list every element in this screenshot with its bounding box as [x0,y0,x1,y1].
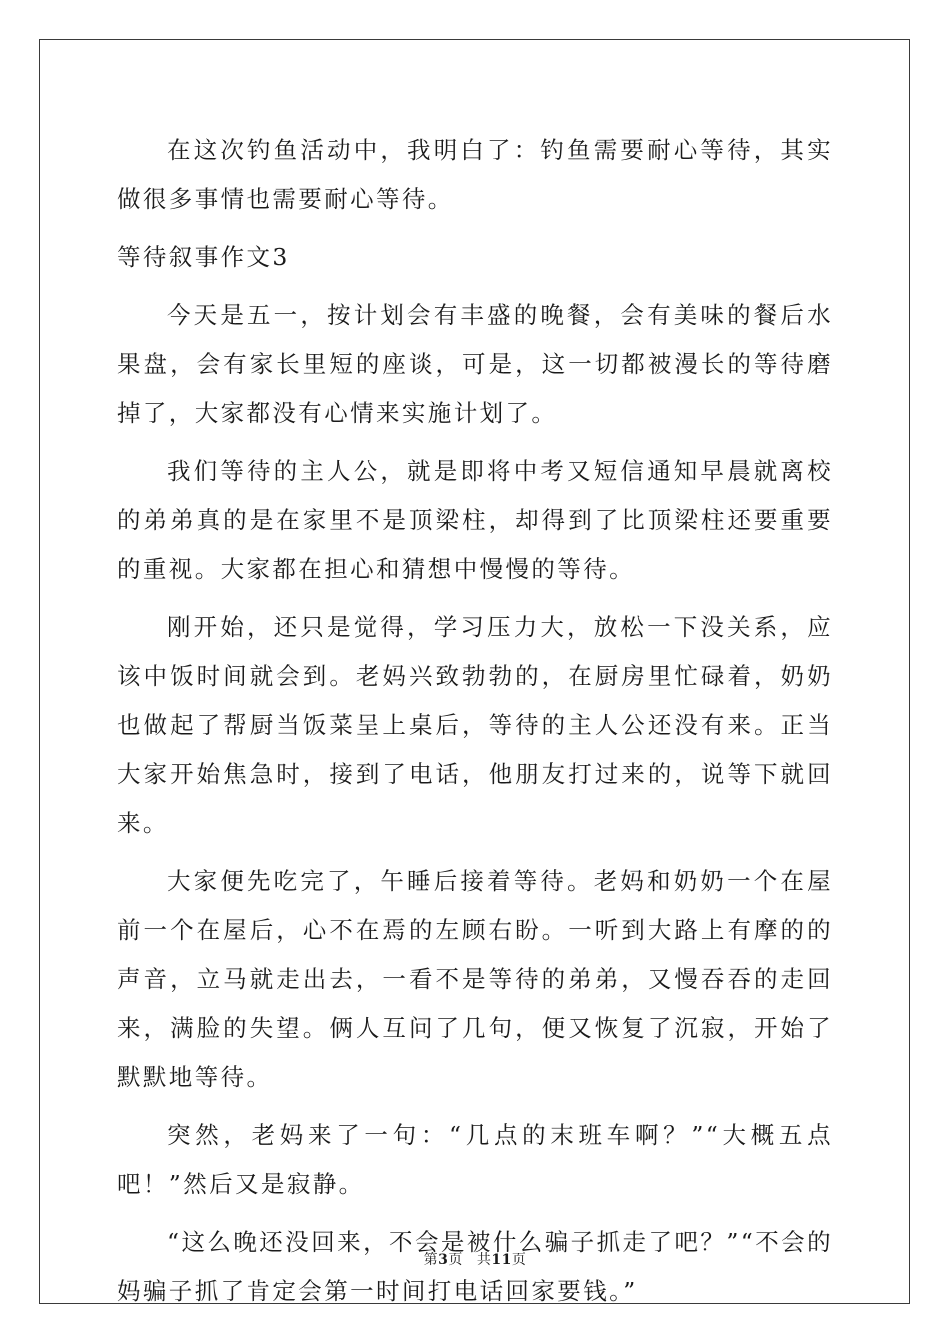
paragraph-may-day: 今天是五一，按计划会有丰盛的晚餐，会有美味的餐后水果盘，会有家长里短的座谈，可是，这一切都被漫长的等待磨掉了，大家都没有心情来实施计划了。 [117,301,833,427]
paragraph-last-bus: 突然，老妈来了一句：“几点的末班车啊？”“大概五点吧！”然后又是寂静。 [117,1121,833,1198]
page-prefix: 第 [423,1252,439,1268]
page-footer [0,1249,950,1269]
paragraph-afternoon: 大家便先吃完了，午睡后接着等待。老妈和奶奶一个在屋前一个在屋后，心不在焉的左顾右盼。一听到大路上有摩的的声音，立马就走出去，一看不是等待的弟弟，又慢吞吞的走回来，满脸的失望。俩人互问了几句，便又恢复了沉寂，开始了默默地等待。 [117,867,833,1091]
page-unit: 页 [448,1252,463,1268]
paragraph-lunch: 刚开始，还只是觉得，学习压力大，放松一下没关系，应该中饭时间就会到。老妈兴致勃勃的，在厨房里忙碌着，奶奶也做起了帮厨当饭菜呈上桌后，等待的主人公还没有来。正当大家开始焦急时，接到了电话，他朋友打过来的，说等下就回来。 [117,613,833,837]
paragraph-protagonist: 我们等待的主人公，就是即将中考又短信通知早晨就离校的弟弟真的是在家里不是顶梁柱，却得到了比顶梁柱还要重要的重视。大家都在担心和猜想中慢慢的等待。 [117,457,833,583]
paragraph-lesson: 在这次钓鱼活动中，我明白了：钓鱼需要耐心等待，其实做很多事情也需要耐心等待。 [117,136,833,213]
total-prefix: 共 [476,1252,492,1268]
total-unit: 页 [511,1252,527,1268]
page-number-current: 3 [438,1252,449,1268]
section-heading: 等待叙事作文3 [117,243,290,271]
page-number-total: 11 [491,1252,512,1268]
document-body [117,126,833,1325]
paragraph-dialogue: “这么晚还没回来，不会是被什么骗子抓走了吧？”“不会的妈骗子抓了肯定会第一时间打电话回家要钱。” [117,1228,833,1305]
